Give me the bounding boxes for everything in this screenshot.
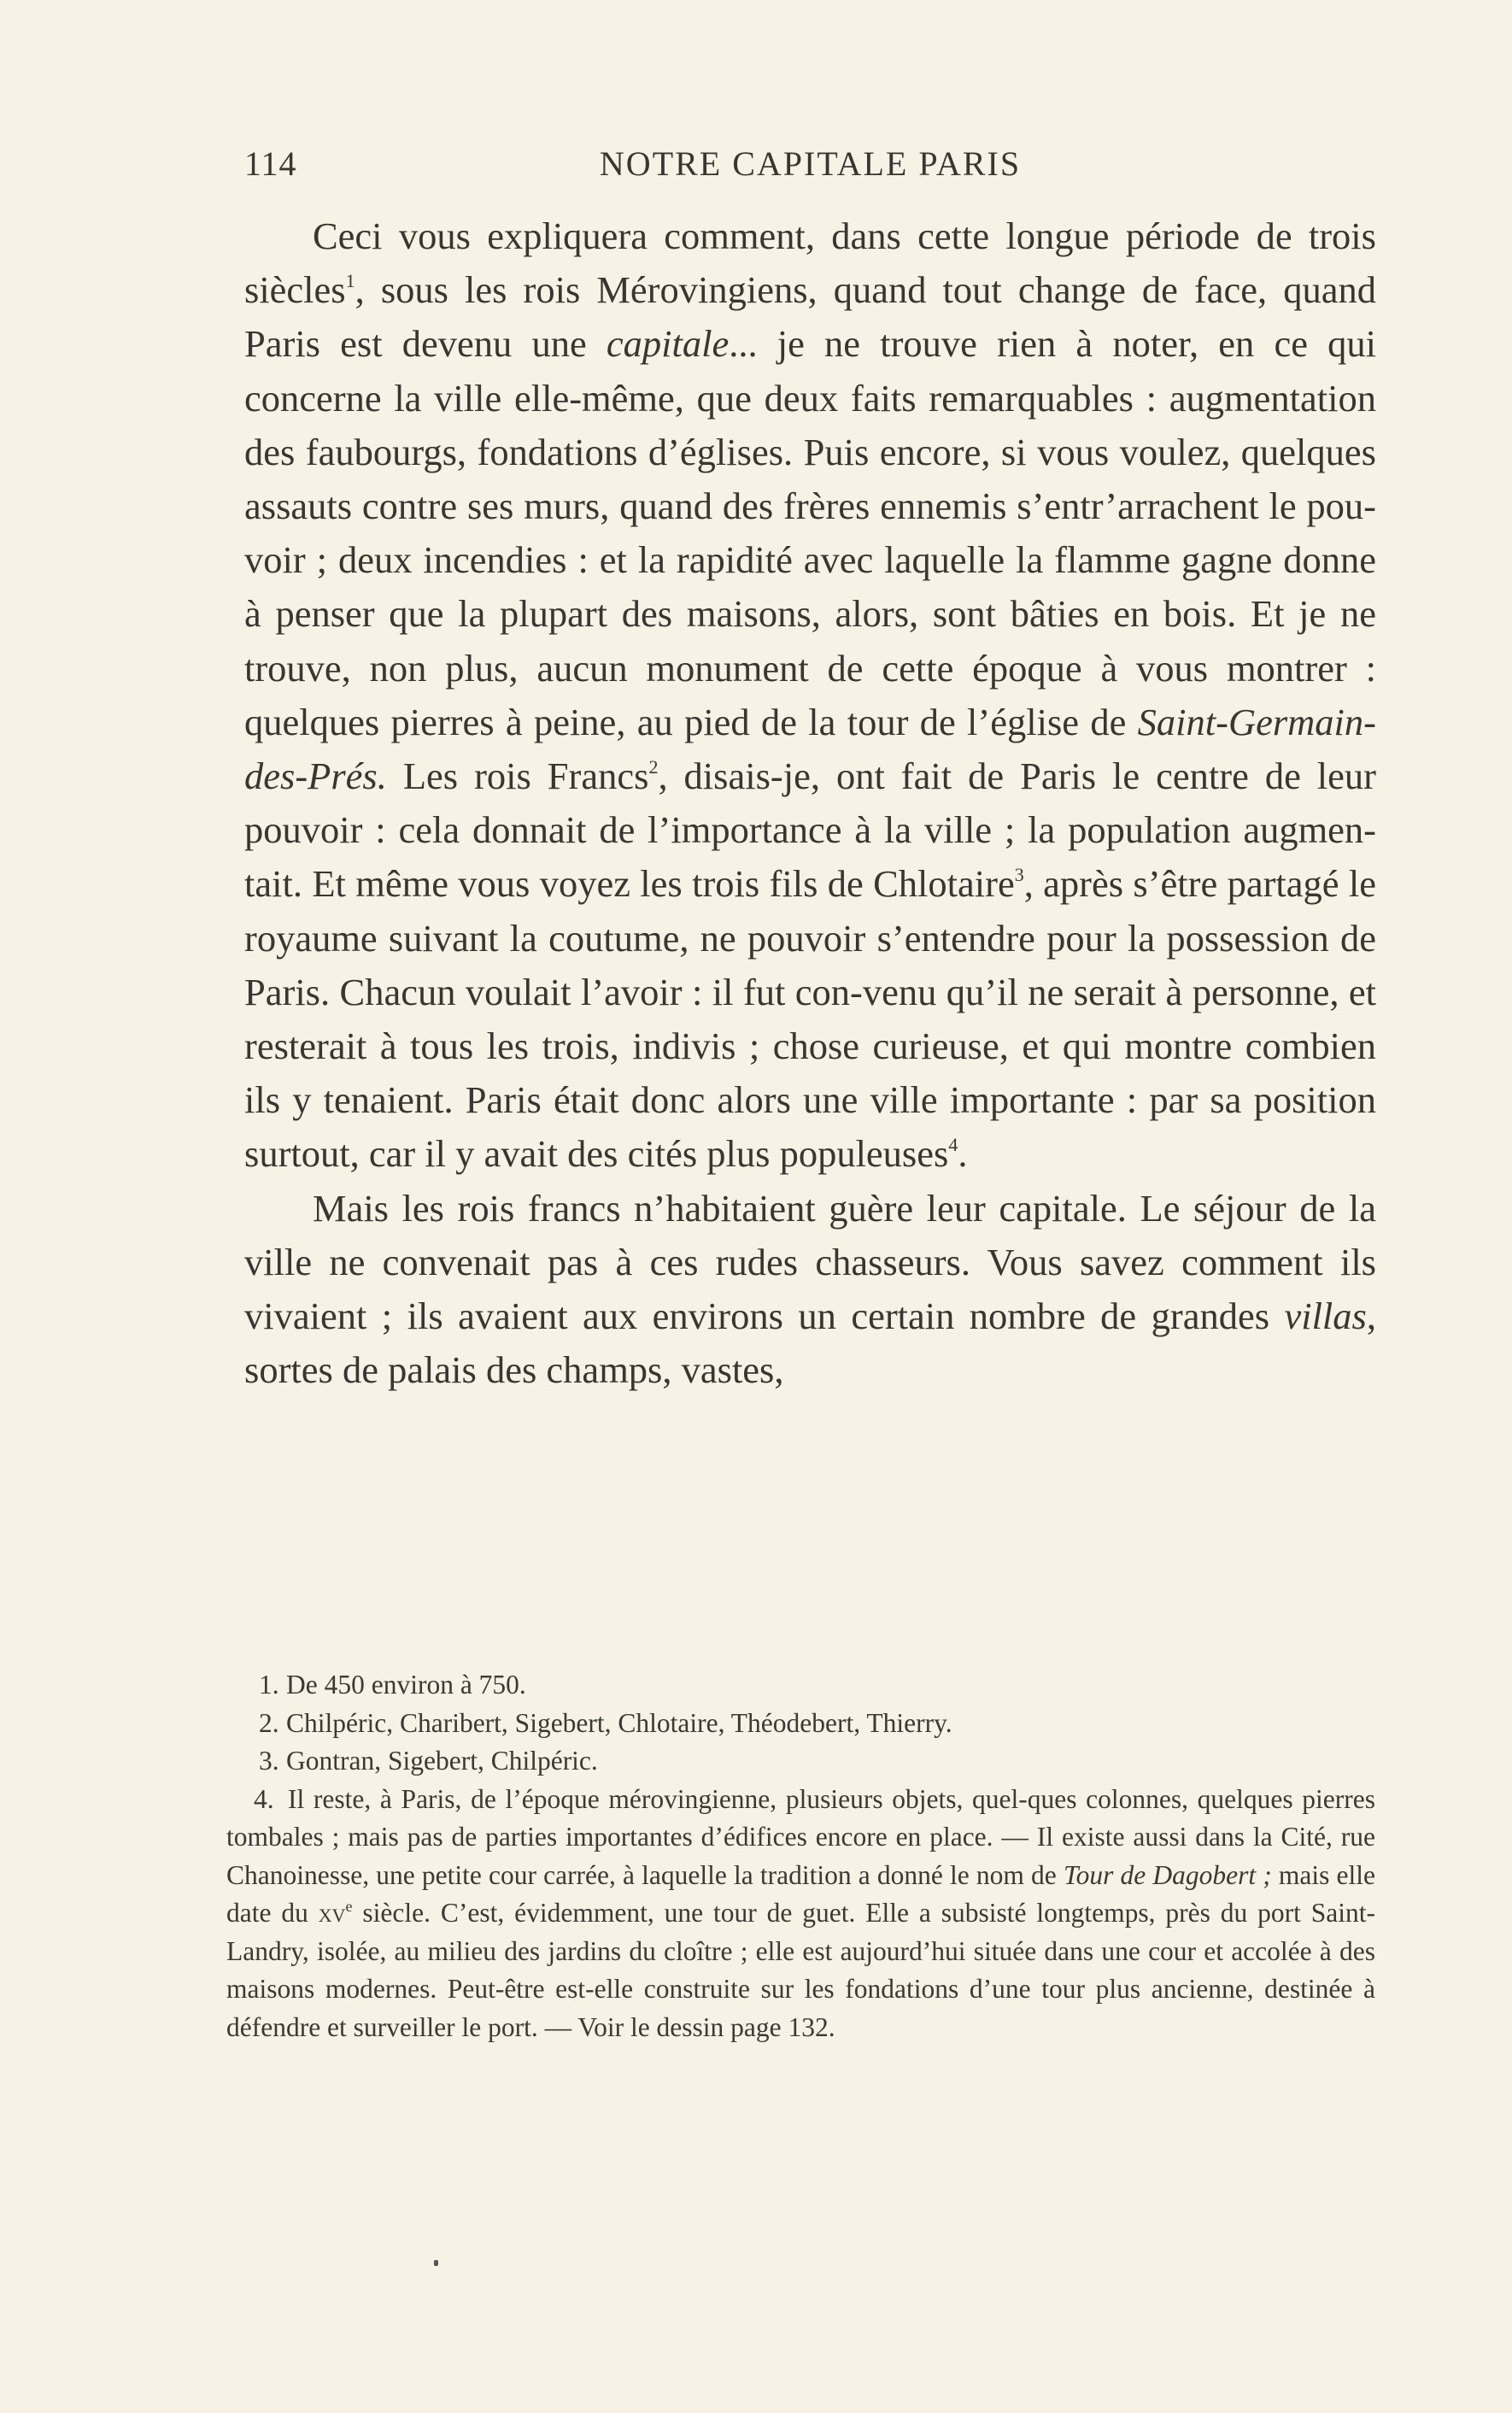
footnote-ref-1: 1: [345, 270, 355, 292]
text-run: , disais-je, ont fait de Paris le centre de leur pouvoir : cela donnait de l’importance à la ville ; la population augmen-tait. Et même vous voyez les trois fils de Chlotaire: [244, 754, 1376, 906]
text-run: , sous les rois Mérovingiens, quand tout change de face, quand Paris est devenu une: [244, 268, 1376, 366]
paragraph-2: [244, 1182, 1376, 1398]
footnote-number: 1.: [259, 1670, 279, 1700]
italic-term: Tour de Dagobert ;: [1063, 1859, 1272, 1890]
footnote-3: [226, 1742, 1375, 1781]
italic-term: Saint-Germain-des-Prés.: [244, 700, 1376, 798]
running-title: NOTRE CAPITALE PARIS: [599, 144, 1022, 183]
footnote-number: 2.: [259, 1707, 279, 1738]
text-run: Ceci vous expliquera comment, dans cette longue période de trois siècles: [244, 214, 1376, 312]
century-superscript: e: [345, 1898, 353, 1915]
italic-term: villas: [1284, 1295, 1367, 1338]
footnote-2: [226, 1705, 1375, 1743]
text-run: .: [958, 1132, 968, 1176]
text-run: , sortes de palais des champs, vastes,: [244, 1295, 1376, 1392]
page-header: [244, 144, 1376, 186]
text-run: ... je ne trouve rien à noter, en ce qui concerne la ville elle-même, que deux faits remarquables : augmentation des faubourgs, fondations d’églises. Puis encore, si vous voulez, quelques assauts contre ses murs, quand des frères ennemis s’entr’arrachent le pou-voir ; deux incendies : et la rapidité avec laquelle la flamme gagne donne à penser que la plupart des maisons, alors, sont bâties en bois. Et je ne trouve, non plus, aucun monument de cette époque à vous montrer : quelques pierres à peine, au pied de la tour de l’église de: [244, 322, 1376, 743]
footnote-1: [226, 1666, 1375, 1705]
text-run: Les rois Francs: [386, 754, 649, 798]
footnotes: [226, 1666, 1375, 2046]
page-number: 114: [244, 144, 297, 183]
footnote-number: 4.: [254, 1783, 274, 1814]
italic-term: capitale: [606, 322, 730, 366]
footnote-text: De 450 environ à 750.: [286, 1670, 526, 1700]
text-run: , après s’être partagé le royaume suivant la coutume, ne pouvoir s’entendre pour la possession de Paris. Chacun voulait l’avoir : il fut con-venu qu’il ne serait à personne, et resterait à tous les trois, indivis ; chose curieuse, et qui montre combien ils y tenaient. Paris était donc alors une ville importante : par sa position surtout, car il y avait des cités plus populeuses: [244, 862, 1376, 1176]
footnote-ref-2: 2: [648, 756, 659, 778]
main-text: [244, 209, 1376, 1397]
text-run: Mais les rois francs n’habitaient guère leur capitale. Le séjour de la ville ne convenait pas à ces rudes chasseurs. Vous savez comment ils vivaient ; ils avaient aux environs un certain nombre de grandes: [244, 1186, 1376, 1338]
footnote-ref-3: 3: [1014, 864, 1024, 886]
footnote-text: Gontran, Sigebert, Chilpéric.: [286, 1746, 598, 1776]
ink-speck: [434, 2260, 438, 2266]
century-numeral: xv: [318, 1898, 346, 1928]
footnote-number: 3.: [259, 1746, 279, 1776]
footnote-ref-4: 4: [948, 1134, 958, 1156]
footnote-4: [226, 1781, 1375, 2047]
footnote-text: Il reste, à Paris, de l’époque mérovingienne, plusieurs objets, quel-ques colonnes, quelques pierres tombales ; mais pas de parties importantes d’édifices encore en place. — Il existe aussi dans la Cité, rue Chanoinesse, une petite cour carrée, à laquelle la tradition a donné le nom de: [226, 1783, 1375, 1890]
footnote-text: Chilpéric, Charibert, Sigebert, Chlotaire, Théodebert, Thierry.: [286, 1707, 952, 1738]
footnote-text: mais elle date du: [226, 1859, 1375, 1928]
paragraph-1: [244, 209, 1376, 1182]
footnote-text: siècle. C’est, évidemment, une tour de guet. Elle a subsisté longtemps, près du port Saint-Landry, isolée, au milieu des jardins du cloître ; elle est aujourd’hui située dans une cour et accolée à des maisons modernes. Peut-être est-elle construite sur les fondations d’une tour plus ancienne, destinée à défendre et surveiller le port. — Voir le dessin page 132.: [226, 1898, 1375, 2042]
